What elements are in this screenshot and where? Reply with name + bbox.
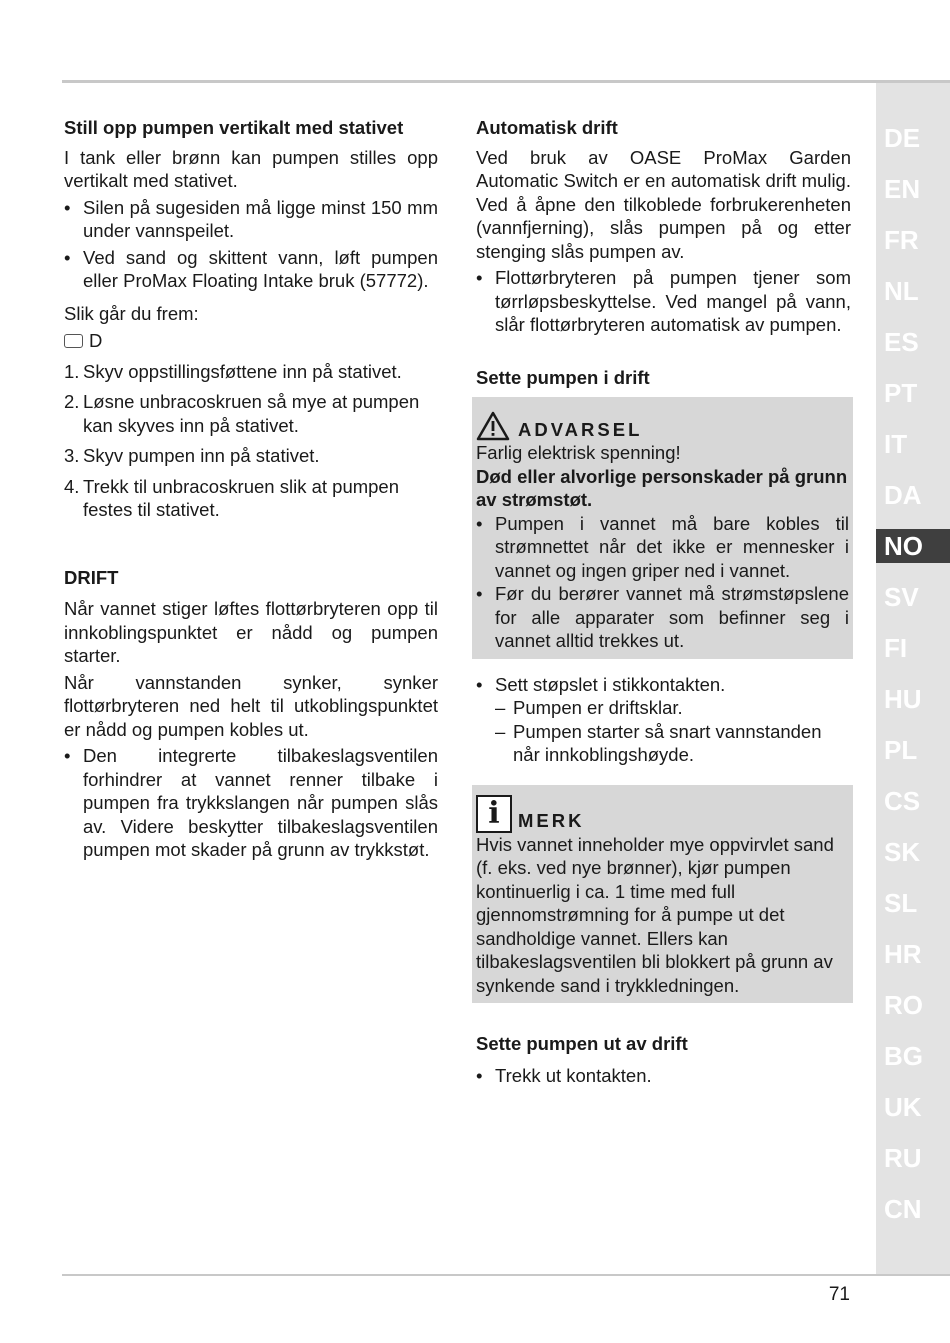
- step-item: 4. Trekk til unbracoskruen slik at pumpen festes til stativet.: [64, 475, 400, 520]
- language-tab-sv[interactable]: SV: [884, 582, 919, 612]
- bullet-item: • Trekk ut kontakten.: [476, 1064, 652, 1086]
- bottom-rule: [62, 1274, 950, 1276]
- language-tab-da[interactable]: DA: [884, 480, 922, 510]
- language-tab-sl[interactable]: SL: [884, 888, 918, 918]
- section-heading-stop: Sette pumpen ut av drift: [476, 1033, 688, 1054]
- language-tab-it[interactable]: IT: [884, 429, 908, 459]
- language-tab-ru[interactable]: RU: [884, 1143, 922, 1173]
- paragraph: Ved bruk av OASE ProMax Garden Automatic Switch er en automatisk drift mulig. Ved å åpne den tilkoblede forbrukerenheten (vannfjerning), slås pumpen på og etter stenging slås pumpen av.: [476, 146, 851, 262]
- right-column: [476, 116, 851, 1087]
- language-tab-pt[interactable]: PT: [884, 378, 918, 408]
- procedure-label: Slik går du frem:: [64, 302, 199, 324]
- section-heading-drift: DRIFT: [64, 566, 119, 588]
- top-rule: [62, 80, 950, 83]
- language-tab-cn[interactable]: CN: [884, 1194, 922, 1224]
- page-number: 71: [828, 1284, 850, 1305]
- figure-reference: D: [64, 329, 438, 353]
- step-item: 1. Skyv oppstillingsføttene inn på stativet.: [64, 360, 402, 382]
- language-tab-en[interactable]: EN: [884, 174, 921, 204]
- left-column: [64, 116, 438, 862]
- language-tab-uk[interactable]: UK: [884, 1092, 922, 1122]
- bullet-item: • Silen på sugesiden må ligge minst 150 mm under vannspeilet.: [64, 196, 438, 241]
- note-box: [472, 785, 853, 1004]
- result-item: – Pumpen starter så snart vannstanden når innkoblingshøyde.: [495, 720, 822, 765]
- result-item: – Pumpen er driftsklar.: [495, 697, 683, 718]
- language-tab-no[interactable]: NO: [876, 529, 950, 563]
- warning-consequence: Død eller alvorlige personskader på grunn av strømstøt.: [476, 465, 848, 510]
- bullet-item: • Ved sand og skittent vann, løft pumpen eller ProMax Floating Intake bruk (57772).: [64, 246, 438, 291]
- figure-icon: [64, 334, 83, 348]
- language-tab-es[interactable]: ES: [884, 327, 919, 357]
- language-tab-sk[interactable]: SK: [884, 837, 921, 867]
- section-heading-automatic: Automatisk drift: [476, 117, 618, 138]
- language-tab-hr[interactable]: HR: [884, 939, 922, 969]
- language-tab-bg[interactable]: BG: [884, 1041, 923, 1071]
- language-tab-cs[interactable]: CS: [884, 786, 921, 816]
- bullet-item: • Sett støpslet i stikkontakten.: [476, 673, 726, 695]
- warning-triangle-icon: [476, 411, 510, 441]
- step-item: 3. Skyv pumpen inn på stativet.: [64, 445, 320, 466]
- bullet-item: • Flottørbryteren på pumpen tjener som tørrløpsbeskyttelse. Ved mangel på vann, slår flottørbryteren automatisk av pumpen.: [476, 267, 851, 335]
- language-tab-nl[interactable]: NL: [884, 276, 919, 306]
- warning-box: [472, 397, 853, 659]
- warning-title: ADVARSEL: [518, 418, 643, 440]
- section-heading-stand: Still opp pumpen vertikalt med stativet: [64, 117, 404, 138]
- language-tab-ro[interactable]: RO: [884, 990, 923, 1020]
- paragraph: I tank eller brønn kan pumpen stilles opp vertikalt med stativet.: [64, 146, 438, 191]
- note-text: Hvis vannet inneholder mye oppvirvlet sand (f. eks. ved nye brønner), kjør pumpen kontinuerlig i ca. 1 time med full gjennomstrømning for å pumpe ut det sandholdige vannet. Ellers kan tilbakeslagsventilen bli blokkert på grunn av synkende sand i trykkledningen.: [476, 833, 834, 996]
- language-tab-fr[interactable]: FR: [884, 225, 919, 255]
- bullet-item: • Den integrerte tilbakeslagsventilen forhindrer at vannet renner tilbake i pumpen fra trykkslangen når pumpen slås av. Videre beskytter tilbakeslagsventilen pumpen mot skader på grunn av trykkstøt.: [64, 745, 438, 860]
- warning-line: Farlig elektrisk spenning!: [476, 442, 681, 463]
- note-title: MERK: [518, 810, 585, 831]
- language-tab-de[interactable]: DE: [884, 123, 921, 153]
- bullet-item: • Før du berører vannet må strømstøpslene for alle apparater som befinner seg i vannet alltid trekkes ut.: [476, 583, 849, 651]
- paragraph: Når vannstanden synker, synker flottørbryteren ned helt til utkoblingspunktet er nådd og pumpen kobles ut.: [64, 671, 438, 740]
- language-tab-pl[interactable]: PL: [884, 735, 918, 765]
- language-tab-fi[interactable]: FI: [884, 633, 908, 663]
- bullet-item: • Pumpen i vannet må bare kobles til strømnettet når det ikke er mennesker i vannet og ingen griper ned i vannet.: [476, 512, 849, 581]
- paragraph: Når vannet stiger løftes flottørbryteren opp til innkoblingspunktet er nådd og pumpen starter.: [64, 598, 438, 666]
- section-heading-start: Sette pumpen i drift: [476, 366, 650, 388]
- info-icon: i: [476, 795, 512, 833]
- language-tab-hu[interactable]: HU: [884, 684, 922, 714]
- step-item: 2. Løsne unbracoskruen så mye at pumpen kan skyves inn på stativet.: [64, 391, 420, 436]
